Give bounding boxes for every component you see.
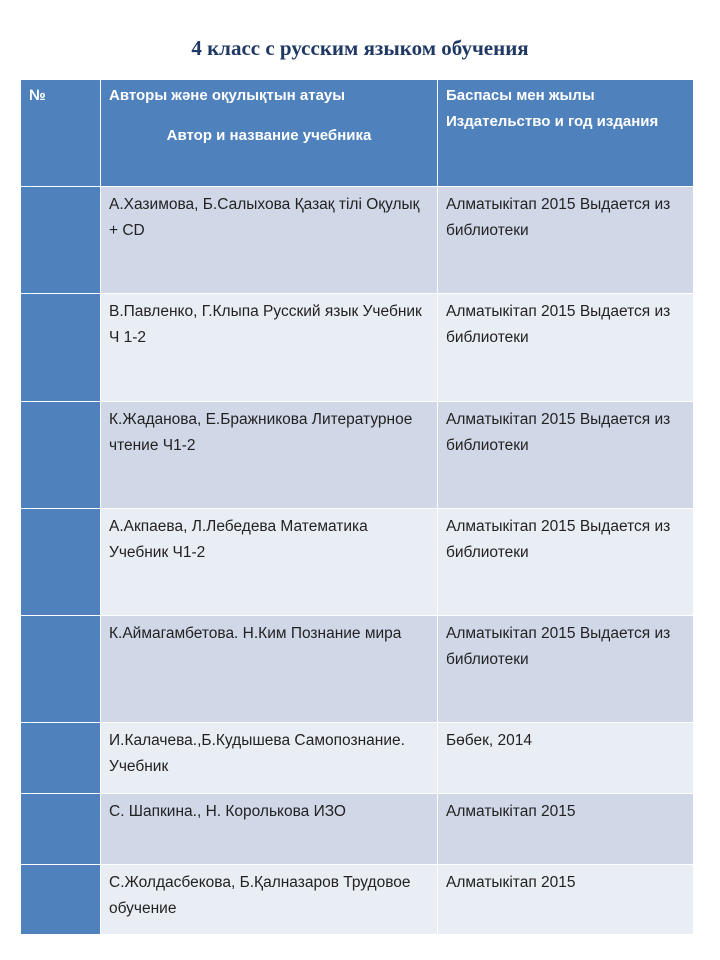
table-row <box>21 616 694 723</box>
author-title-cell: В.Павленко, Г.Клыпа Русский язык Учебник Ч 1-2 <box>101 294 438 402</box>
publisher-cell: Алматыкітап 2015 Выдается из библиотеки <box>438 616 694 723</box>
table-row <box>21 723 694 794</box>
publisher-cell: Алматыкітап 2015 Выдается из библиотеки <box>438 187 694 294</box>
publisher-cell: Бөбек, 2014 <box>438 723 694 794</box>
publisher-cell: Алматыкітап 2015 Выдается из библиотеки <box>438 509 694 616</box>
table-row <box>21 187 694 294</box>
publisher-cell: Алматыкітап 2015 Выдается из библиотеки <box>438 294 694 402</box>
row-number-cell <box>21 187 101 294</box>
table-row <box>21 294 694 402</box>
row-number-cell <box>21 294 101 402</box>
author-title-cell: С. Шапкина., Н. Королькова ИЗО <box>101 794 438 865</box>
textbook-table <box>20 79 694 935</box>
page-title: 4 класс с русским языком обучения <box>191 36 529 60</box>
header-author-ru: Автор и название учебника <box>166 127 372 144</box>
row-number-cell <box>21 509 101 616</box>
row-number-cell <box>21 865 101 935</box>
header-publisher-kz: Баспасы мен жылы <box>446 87 595 104</box>
header-number-label: № <box>29 87 46 104</box>
header-publisher-year <box>438 80 694 187</box>
table-row <box>21 865 694 935</box>
publisher-cell: Алматыкітап 2015 <box>438 865 694 935</box>
row-number-cell <box>21 794 101 865</box>
header-number <box>21 80 101 187</box>
author-title-cell: И.Калачева.,Б.Кудышева Самопознание. Учебник <box>101 723 438 794</box>
row-number-cell <box>21 402 101 509</box>
author-title-cell: К.Аймагамбетова. Н.Ким Познание мира <box>101 616 438 723</box>
table-row <box>21 509 694 616</box>
author-title-cell: К.Жаданова, Е.Бражникова Литературное чтение Ч1-2 <box>101 402 438 509</box>
author-title-cell: С.Жолдасбекова, Б.Қалназаров Трудовое обучение <box>101 865 438 935</box>
row-number-cell <box>21 616 101 723</box>
author-title-cell: А.Хазимова, Б.Салыхова Қазақ тілі Оқулық + CD <box>101 187 438 294</box>
header-author-title <box>101 80 438 187</box>
publisher-cell: Алматыкітап 2015 Выдается из библиотеки <box>438 402 694 509</box>
table-row <box>21 794 694 865</box>
publisher-cell: Алматыкітап 2015 <box>438 794 694 865</box>
table-header-row <box>21 80 694 187</box>
header-author-kz: Авторы және оқулықтын атауы <box>109 87 346 104</box>
table-row <box>21 402 694 509</box>
author-title-cell: А.Акпаева, Л.Лебедева Математика Учебник Ч1-2 <box>101 509 438 616</box>
row-number-cell <box>21 723 101 794</box>
header-publisher-ru: Издательство и год издания <box>446 113 659 130</box>
